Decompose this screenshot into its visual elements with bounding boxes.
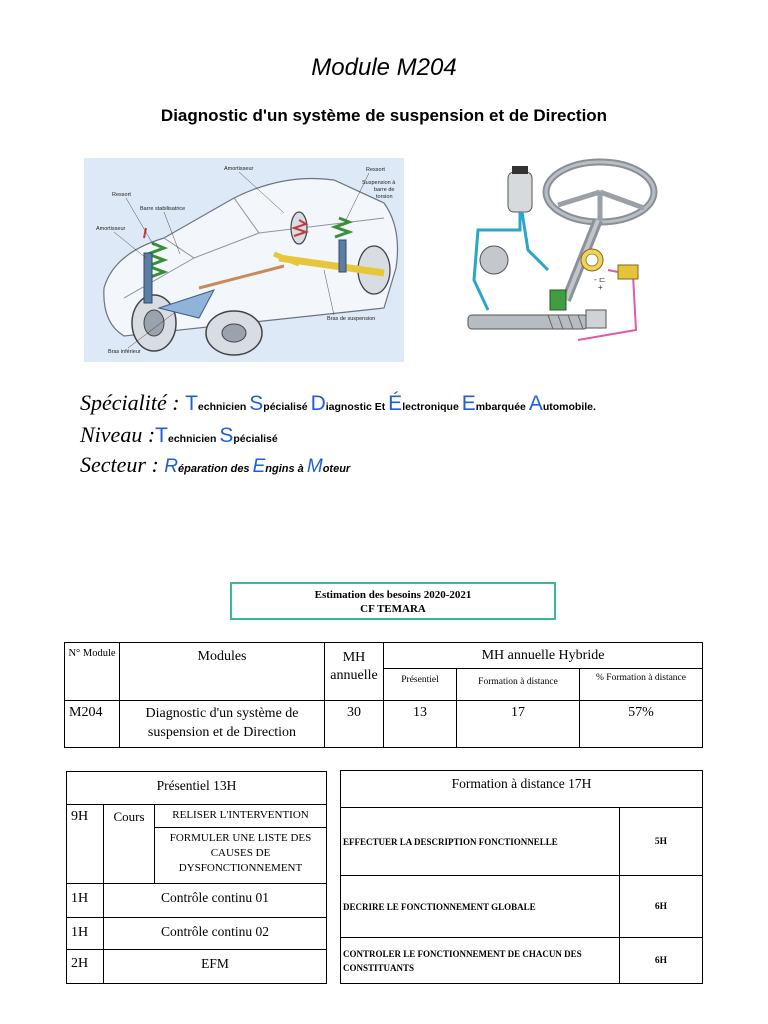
- niveau-line: [80, 422, 278, 448]
- header-presentiel: Présentiel: [384, 669, 457, 701]
- presentiel-row-type: Cours: [104, 805, 155, 884]
- header-module-number: N° Module: [65, 643, 120, 701]
- word-remainder: éparation des: [178, 463, 253, 475]
- distance-row-label: EFFECTUER LA DESCRIPTION FONCTIONNELLE: [341, 808, 620, 876]
- estimate-title: Estimation des besoins 2020-2021: [314, 589, 472, 601]
- initial-letter: E: [252, 456, 266, 477]
- initial-letter: E: [461, 392, 476, 415]
- specialite-line: [80, 390, 596, 416]
- estimate-box: [230, 582, 556, 620]
- word-remainder: oteur: [322, 463, 351, 475]
- distance-row-hours: 6H: [620, 876, 703, 938]
- word-remainder: lectronique: [402, 401, 462, 413]
- word-remainder: mbarquée: [475, 401, 529, 413]
- presentiel-item: FORMULER UNE LISTE DES CAUSES DE DYSFONCTIONNEMENT: [155, 828, 327, 884]
- word-remainder: utomobile.: [542, 401, 596, 413]
- initial-letter: T: [185, 392, 198, 415]
- distance-row-label: CONTROLER LE FONCTIONNEMENT DE CHACUN DES CONSTITUANTS: [341, 938, 620, 984]
- header-modules: Modules: [120, 643, 325, 701]
- distance-table: [340, 770, 703, 984]
- secteur-line: [80, 452, 350, 478]
- car-suspension-illustration: [84, 158, 404, 362]
- steering-system-illustration: [458, 150, 658, 356]
- word-remainder: pécialisé: [233, 433, 278, 445]
- cell-presentiel-hours: 13: [384, 701, 457, 748]
- initial-letter: É: [388, 392, 403, 415]
- secteur-label: Secteur :: [80, 452, 165, 477]
- initial-letter: R: [164, 456, 179, 477]
- header-mh-annuelle: MH annuelle: [325, 643, 384, 701]
- page-subtitle: Diagnostic d'un système de suspension et de Direction: [160, 106, 608, 125]
- header-percent-distance: % Formation à distance: [580, 669, 703, 701]
- header-distance: Formation à distance: [457, 669, 580, 701]
- specialite-label: Spécialité :: [80, 390, 186, 415]
- initial-letter: A: [528, 392, 543, 415]
- page-title: Module M204: [311, 54, 457, 81]
- distance-row-hours: 5H: [620, 808, 703, 876]
- word-remainder: echnicien: [167, 433, 220, 445]
- cell-percent-distance: 57%: [580, 701, 703, 748]
- word-remainder: pécialisé: [263, 401, 311, 413]
- svg-text:Suspension à: Suspension à: [362, 180, 396, 186]
- cell-module-number: M204: [65, 701, 120, 748]
- initial-letter: M: [306, 456, 323, 477]
- initial-letter: T: [155, 424, 168, 447]
- estimate-center: CF TEMARA: [360, 603, 426, 615]
- svg-text:- ⊏: - ⊏: [594, 275, 606, 284]
- presentiel-row-hours: 1H: [67, 884, 104, 918]
- initial-letter: S: [249, 392, 264, 415]
- initial-letter: S: [219, 424, 234, 447]
- modules-table: [64, 642, 703, 748]
- svg-text:Barre stabilisatrice: Barre stabilisatrice: [140, 206, 186, 212]
- svg-text:Amortisseur: Amortisseur: [96, 226, 126, 232]
- niveau-value: [155, 422, 278, 447]
- svg-text:Amortisseur: Amortisseur: [224, 166, 254, 172]
- svg-text:Ressort: Ressort: [366, 167, 385, 173]
- word-remainder: echnicien: [197, 401, 250, 413]
- specialite-value: [185, 390, 596, 415]
- distance-header: Formation à distance 17H: [341, 771, 703, 808]
- cell-distance-hours: 17: [457, 701, 580, 748]
- header-mh-hybride: MH annuelle Hybride: [384, 643, 703, 669]
- presentiel-header: Présentiel 13H: [67, 772, 327, 805]
- svg-text:torsion: torsion: [376, 194, 393, 200]
- presentiel-row-label: EFM: [104, 950, 327, 984]
- presentiel-row-hours: 1H: [67, 918, 104, 950]
- cell-module-name: Diagnostic d'un système de suspension et de Direction: [120, 701, 325, 748]
- presentiel-row-hours: 9H: [67, 805, 104, 884]
- svg-text:barre de: barre de: [374, 187, 395, 193]
- presentiel-table: [66, 771, 327, 984]
- svg-text:Bras de suspension: Bras de suspension: [327, 316, 376, 322]
- word-remainder: ngins à: [265, 463, 307, 475]
- niveau-label: Niveau :: [80, 422, 156, 447]
- presentiel-item: RELISER L'INTERVENTION: [155, 805, 327, 828]
- distance-row-label: DECRIRE LE FONCTIONNEMENT GLOBALE: [341, 876, 620, 938]
- distance-row-hours: 6H: [620, 938, 703, 984]
- svg-text:+: +: [598, 283, 603, 292]
- presentiel-row-label: Contrôle continu 02: [104, 918, 327, 950]
- cell-mh-annuelle: 30: [325, 701, 384, 748]
- svg-text:Ressort: Ressort: [112, 192, 131, 198]
- secteur-value: [164, 452, 350, 477]
- presentiel-row-hours: 2H: [67, 950, 104, 984]
- presentiel-row-label: Contrôle continu 01: [104, 884, 327, 918]
- word-remainder: iagnostic Et: [325, 401, 389, 413]
- initial-letter: D: [310, 392, 326, 415]
- svg-text:Bras inférieur: Bras inférieur: [108, 349, 141, 355]
